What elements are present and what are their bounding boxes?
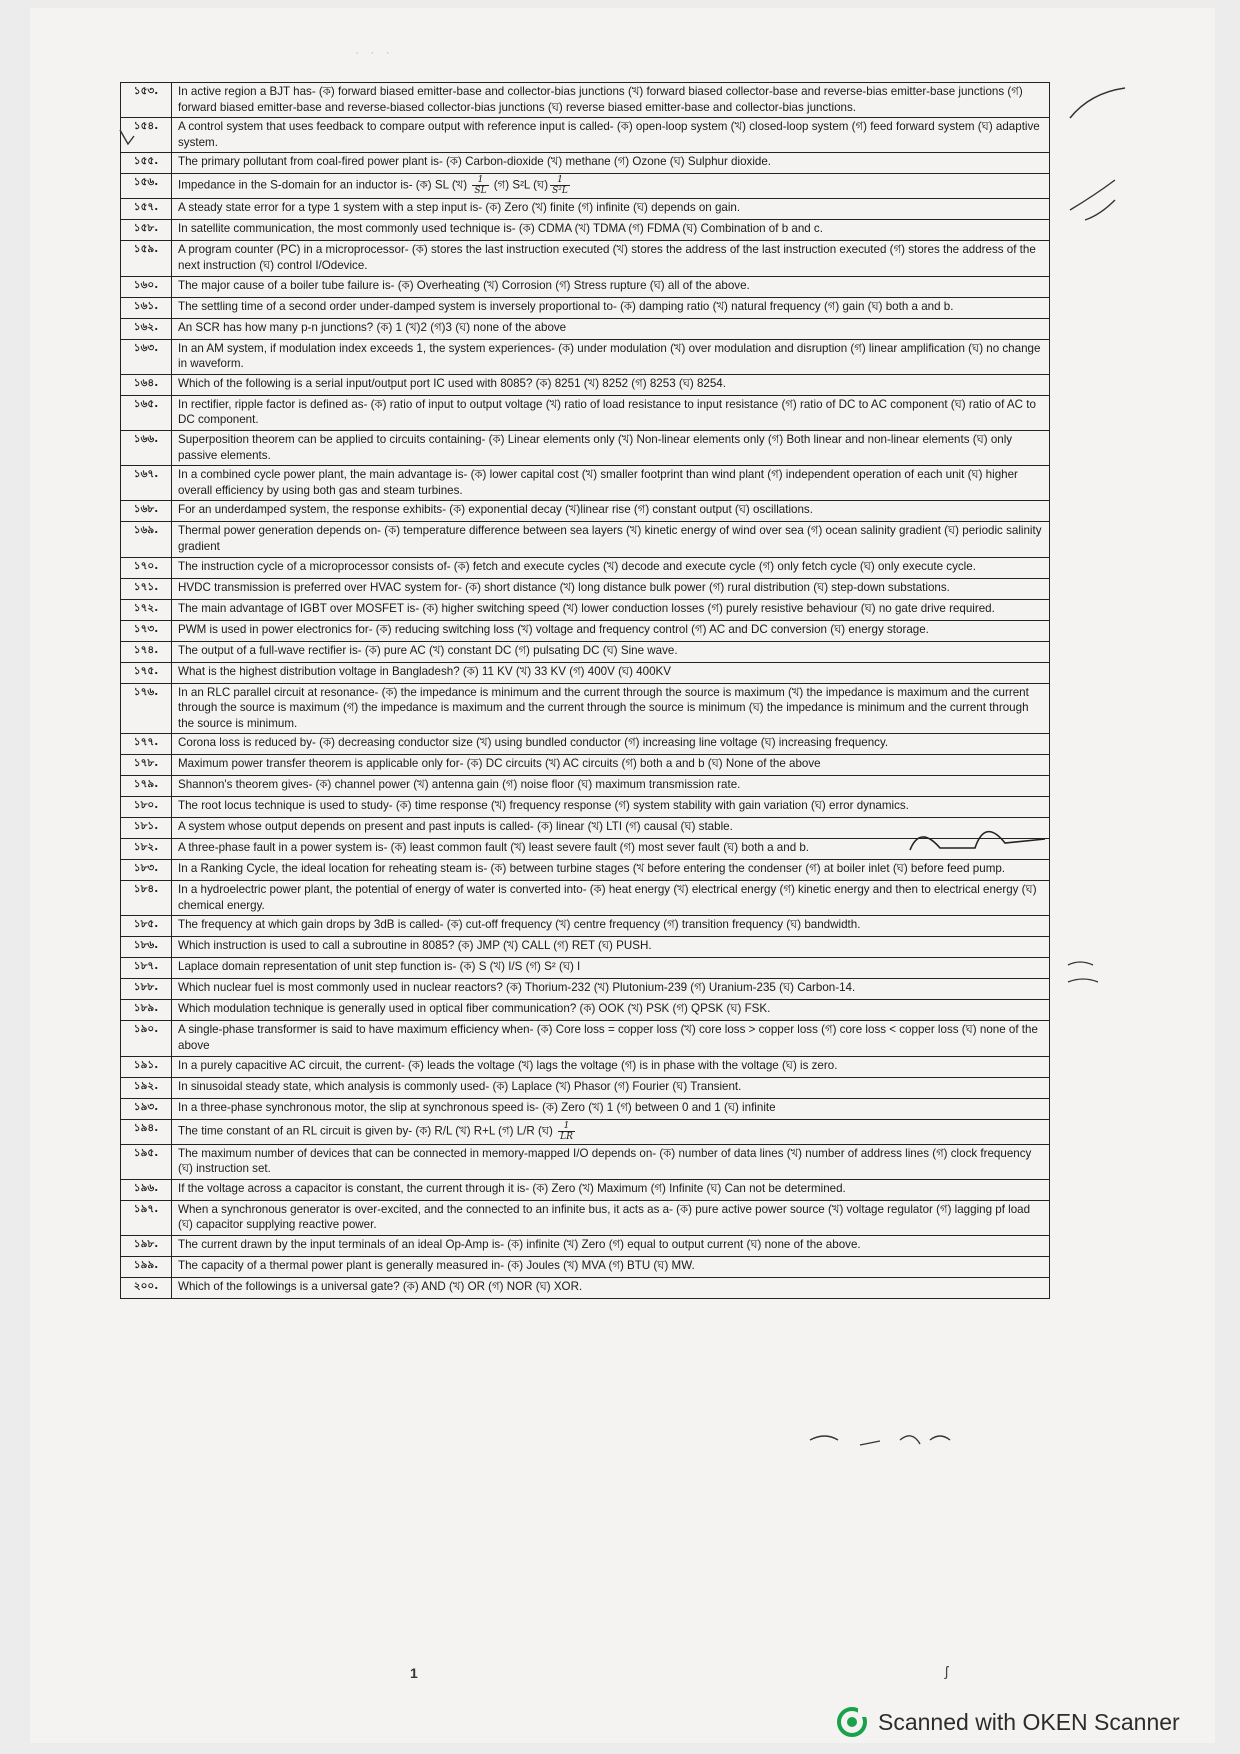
question-number: ১৭৪. [121,641,172,662]
question-row [121,199,1050,220]
question-text: Which nuclear fuel is most commonly used in nuclear reactors? (ক) Thorium-232 (খ) Plutonium-239 (গ) Uranium-235 (ঘ) Carbon-14. [172,979,1050,1000]
question-text: Which instruction is used to call a subroutine in 8085? (ক) JMP (খ) CALL (গ) RET (ঘ) PUSH. [172,937,1050,958]
question-row [121,318,1050,339]
question-text: The major cause of a boiler tube failure is- (ক) Overheating (খ) Corrosion (গ) Stress rupture (ঘ) all of the above. [172,276,1050,297]
question-number: ১৮৬. [121,937,172,958]
question-number: ১৭০. [121,557,172,578]
question-number: ২০০. [121,1278,172,1299]
question-row [121,297,1050,318]
question-row [121,557,1050,578]
question-row [121,776,1050,797]
question-text: In active region a BJT has- (ক) forward biased emitter-base and collector-bias junctions (খ) forward biased collector-base and reverse-bias emitter-base junctions (গ) forward biased emitter-base and reverse-biased collector-bias junctions (ঘ) reverse biased emitter-base and collector-bias junctions. [172,83,1050,118]
question-number: ১৮১. [121,818,172,839]
question-number: ১৮৭. [121,958,172,979]
question-row [121,374,1050,395]
fraction [558,1121,575,1142]
question-text: A single-phase transformer is said to have maximum efficiency when- (ক) Core loss = copper loss (খ) core loss > copper loss (গ) core loss < copper loss (ঘ) none of the above [172,1021,1050,1056]
bleed-through-text: · · · [355,45,394,59]
question-text: In a combined cycle power plant, the main advantage is- (ক) lower capital cost (খ) smaller footprint than wind plant (গ) independent operation of each unit (ঘ) higher overall efficiency by using both gas and steam turbines. [172,466,1050,501]
question-number: ১৭৮. [121,755,172,776]
question-number: ১৭৭. [121,734,172,755]
question-row [121,578,1050,599]
question-text: A steady state error for a type 1 system with a step input is- (ক) Zero (খ) finite (গ) infinite (ঘ) depends on gain. [172,199,1050,220]
question-row [121,430,1050,465]
question-row [121,916,1050,937]
question-text-part: Impedance in the S-domain for an inductor is- (ক) SL (খ) [178,178,468,192]
question-text: The root locus technique is used to study- (ক) time response (খ) frequency response (গ) system stability with gain variation (ঘ) error dynamics. [172,797,1050,818]
question-number: ১৯১. [121,1056,172,1077]
question-row [121,83,1050,118]
question-text-part: The time constant of an RL circuit is given by- (ক) R/L (খ) R+L (গ) L/R (ঘ) [178,1124,553,1138]
question-row [121,683,1050,734]
question-number: ১৭২. [121,599,172,620]
question-text: A program counter (PC) in a microprocessor- (ক) stores the last instruction executed (খ) stores the address of the last instruction executed (গ) stores the address of the next instruction (ঘ) control I/Odevice. [172,241,1050,276]
question-row [121,395,1050,430]
question-text: The capacity of a thermal power plant is generally measured in- (ক) Joules (খ) MVA (গ) BTU (ঘ) MW. [172,1257,1050,1278]
question-row [121,220,1050,241]
question-text: What is the highest distribution voltage in Bangladesh? (ক) 11 KV (খ) 33 KV (গ) 400V (ঘ) 400KV [172,662,1050,683]
question-text: In a Ranking Cycle, the ideal location for reheating steam is- (ক) between turbine stages (খ before entering the condenser (গ) at boiler inlet (ঘ) before feed pump. [172,860,1050,881]
question-row [121,620,1050,641]
question-row [121,1021,1050,1056]
question-number: ১৬৫. [121,395,172,430]
question-number: ১৮০. [121,797,172,818]
question-text: Corona loss is reduced by- (ক) decreasing conductor size (খ) using bundled conductor (গ) increasing line voltage (ঘ) increasing frequency. [172,734,1050,755]
question-row [121,979,1050,1000]
question-text: In an AM system, if modulation index exceeds 1, the system experiences- (ক) under modulation (খ) over modulation and disruption (গ) linear amplification (ঘ) no change in waveform. [172,339,1050,374]
question-row [121,839,1050,860]
page-number: 1 [410,1665,418,1681]
question-row [121,881,1050,916]
question-row [121,860,1050,881]
question-row [121,1077,1050,1098]
fraction-denominator: SL [474,186,487,197]
question-row [121,1278,1050,1299]
question-number: ১৯৮. [121,1236,172,1257]
question-text: In sinusoidal steady state, which analysis is commonly used- (ক) Laplace (খ) Phasor (গ) Fourier (ঘ) Transient. [172,1077,1050,1098]
question-text: The output of a full-wave rectifier is- (ক) pure AC (খ) constant DC (গ) pulsating DC (ঘ) Sine wave. [172,641,1050,662]
question-number: ১৬৮. [121,501,172,522]
question-text: In a purely capacitive AC circuit, the current- (ক) leads the voltage (খ) lags the voltage (গ) is in phase with the voltage (ঘ) is zero. [172,1056,1050,1077]
question-row [121,153,1050,174]
question-text: In an RLC parallel circuit at resonance- (ক) the impedance is minimum and the current through the source is maximum (খ) the impedance is maximum and the current through the source is maximum (গ) the impedance is maximum and the current through the source is minimum (ঘ) the impedance is minimum and the current through the source is minimum. [172,683,1050,734]
question-text: When a synchronous generator is over-excited, and the connected to an infinite bus, it acts as a- (ক) pure active power source (খ) voltage regulator (গ) lagging pf load (ঘ) capacitor supplying reactive power. [172,1200,1050,1235]
question-text: Thermal power generation depends on- (ক) temperature difference between sea layers (খ) kinetic energy of wind over sea (গ) ocean salinity gradient (ঘ) periodic salinity gradient [172,522,1050,557]
question-row [121,1119,1050,1144]
question-row [121,641,1050,662]
question-row [121,662,1050,683]
question-row [121,522,1050,557]
question-number: ১৫৩. [121,83,172,118]
question-number: ১৯৪. [121,1119,172,1144]
question-number: ১৯৬. [121,1179,172,1200]
question-text: If the voltage across a capacitor is constant, the current through it is- (ক) Zero (খ) Maximum (গ) Infinite (ঘ) Can not be determined. [172,1179,1050,1200]
question-row [121,339,1050,374]
question-number: ১৫৯. [121,241,172,276]
question-number: ১৫৪. [121,118,172,153]
question-row [121,1200,1050,1235]
question-row [121,501,1050,522]
question-text: An SCR has how many p-n junctions? (ক) 1 (খ)2 (গ)3 (ঘ) none of the above [172,318,1050,339]
question-number: ১৬২. [121,318,172,339]
question-number: ১৯০. [121,1021,172,1056]
question-text: Which of the following is a serial input/output port IC used with 8085? (ক) 8251 (খ) 8252 (গ) 8253 (ঘ) 8254. [172,374,1050,395]
question-number: ১৯৩. [121,1098,172,1119]
question-text: PWM is used in power electronics for- (ক) reducing switching loss (খ) voltage and frequency control (গ) AC and DC conversion (ঘ) energy storage. [172,620,1050,641]
question-text: For an underdamped system, the response exhibits- (ক) exponential decay (খ)linear rise (গ) constant output (ঘ) oscillations. [172,501,1050,522]
question-text: The instruction cycle of a microprocessor consists of- (ক) fetch and execute cycles (খ) decode and execute cycle (গ) only fetch cycle (ঘ) only execute cycle. [172,557,1050,578]
question-number: ১৭১. [121,578,172,599]
fraction-denominator: LR [560,1131,573,1142]
question-row [121,755,1050,776]
question-number: ১৬০. [121,276,172,297]
question-row [121,276,1050,297]
question-text: A control system that uses feedback to compare output with reference input is called- (ক) open-loop system (খ) closed-loop system (গ) feed forward system (ঘ) adaptive system. [172,118,1050,153]
question-text: Shannon's theorem gives- (ক) channel power (খ) antenna gain (গ) noise floor (ঘ) maximum transmission rate. [172,776,1050,797]
question-number: ১৯২. [121,1077,172,1098]
question-number: ১৭৩. [121,620,172,641]
question-text: The frequency at which gain drops by 3dB is called- (ক) cut-off frequency (খ) centre frequency (গ) transition frequency (ঘ) bandwidth. [172,916,1050,937]
question-text: In a hydroelectric power plant, the potential of energy of water is converted into- (ক) heat energy (খ) electrical energy (গ) kinetic energy and then to electrical energy (ঘ) chemical energy. [172,881,1050,916]
question-number: ১৫৬. [121,174,172,199]
question-text: In satellite communication, the most commonly used technique is- (ক) CDMA (খ) TDMA (গ) FDMA (ঘ) Combination of b and c. [172,220,1050,241]
fraction [472,175,488,196]
question-text: HVDC transmission is preferred over HVAC system for- (ক) short distance (খ) long distance bulk power (গ) rural distribution (ঘ) step-down substations. [172,578,1050,599]
question-number: ১৫৭. [121,199,172,220]
question-text: In a three-phase synchronous motor, the slip at synchronous speed is- (ক) Zero (খ) 1 (গ) between 0 and 1 (ঘ) infinite [172,1098,1050,1119]
fraction-denominator: S²L [552,186,568,197]
question-row [121,1179,1050,1200]
question-row [121,734,1050,755]
question-text: Which modulation technique is generally used in optical fiber communication? (ক) OOK (খ) PSK (গ) QPSK (ঘ) FSK. [172,1000,1050,1021]
question-table [120,82,1050,1299]
oken-logo-icon [836,1706,868,1738]
question-number: ১৮২. [121,839,172,860]
question-row [121,937,1050,958]
scanner-brand-text: Scanned with OKEN Scanner [878,1708,1180,1735]
question-table-body [121,83,1050,1299]
question-text: Laplace domain representation of unit step function is- (ক) S (খ) I/S (গ) S² (ঘ) I [172,958,1050,979]
question-number: ১৮৩. [121,860,172,881]
question-row [121,1144,1050,1179]
question-row [121,1257,1050,1278]
question-text: The primary pollutant from coal-fired power plant is- (ক) Carbon-dioxide (খ) methane (গ) Ozone (ঘ) Sulphur dioxide. [172,153,1050,174]
question-text: Superposition theorem can be applied to circuits containing- (ক) Linear elements only (খ) Non-linear elements only (গ) Both linear and non-linear elements (ঘ) only passive elements. [172,430,1050,465]
fraction-numerator: 1 [472,175,488,186]
question-number: ১৫৫. [121,153,172,174]
question-text: The settling time of a second order under-damped system is inversely proportional to- (ক) damping ratio (খ) natural frequency (গ) gain (ঘ) both a and b. [172,297,1050,318]
question-number: ১৬৬. [121,430,172,465]
question-number: ১৮৮. [121,979,172,1000]
fraction-numerator: 1 [550,175,570,186]
question-number: ১৭৬. [121,683,172,734]
question-text: The current drawn by the input terminals of an ideal Op-Amp is- (ক) infinite (খ) Zero (গ) equal to output current (ঘ) none of the above. [172,1236,1050,1257]
question-number: ১৭৯. [121,776,172,797]
fraction-numerator: 1 [558,1121,575,1132]
question-row [121,1236,1050,1257]
question-row [121,118,1050,153]
question-number: ১৯৭. [121,1200,172,1235]
question-row [121,241,1050,276]
question-row [121,797,1050,818]
question-number: ১৮৫. [121,916,172,937]
question-number: ১৮৯. [121,1000,172,1021]
question-text [172,174,1050,199]
question-text: The maximum number of devices that can be connected in memory-mapped I/O depends on- (ক) number of data lines (খ) number of address lines (গ) clock frequency (ঘ) instruction set. [172,1144,1050,1179]
question-text: The main advantage of IGBT over MOSFET is- (ক) higher switching speed (খ) lower conduction losses (গ) purely resistive behaviour (ঘ) no gate drive required. [172,599,1050,620]
question-number: ১৫৮. [121,220,172,241]
question-row [121,466,1050,501]
question-text: Maximum power transfer theorem is applicable only for- (ক) DC circuits (খ) AC circuits (গ) both a and b (ঘ) None of the above [172,755,1050,776]
question-number: ১৭৫. [121,662,172,683]
scanner-watermark [836,1706,1180,1738]
question-row [121,599,1050,620]
question-row [121,818,1050,839]
question-text: Which of the followings is a universal gate? (ক) AND (খ) OR (গ) NOR (ঘ) XOR. [172,1278,1050,1299]
question-text: In rectifier, ripple factor is defined as- (ক) ratio of input to output voltage (খ) ratio of load resistance to input resistance (গ) ratio of DC to AC component (ঘ) ratio of AC to DC component. [172,395,1050,430]
fraction [550,175,570,196]
question-row [121,1098,1050,1119]
question-number: ১৯৯. [121,1257,172,1278]
question-number: ১৮৪. [121,881,172,916]
question-number: ১৬১. [121,297,172,318]
question-text: A system whose output depends on present and past inputs is called- (ক) linear (খ) LTI (গ) causal (ঘ) stable. [172,818,1050,839]
question-number: ১৬৭. [121,466,172,501]
question-text [172,1119,1050,1144]
page-corner-mark: ʃ [945,1663,949,1679]
question-number: ১৬৪. [121,374,172,395]
question-text-part: (গ) S²L (ঘ) [493,178,549,192]
question-number: ১৯৫. [121,1144,172,1179]
question-row [121,174,1050,199]
question-row [121,958,1050,979]
question-row [121,1000,1050,1021]
question-number: ১৬৯. [121,522,172,557]
question-row [121,1056,1050,1077]
question-number: ১৬৩. [121,339,172,374]
question-text: A three-phase fault in a power system is- (ক) least common fault (খ) least severe fault (গ) most sever fault (ঘ) both a and b. [172,839,1050,860]
